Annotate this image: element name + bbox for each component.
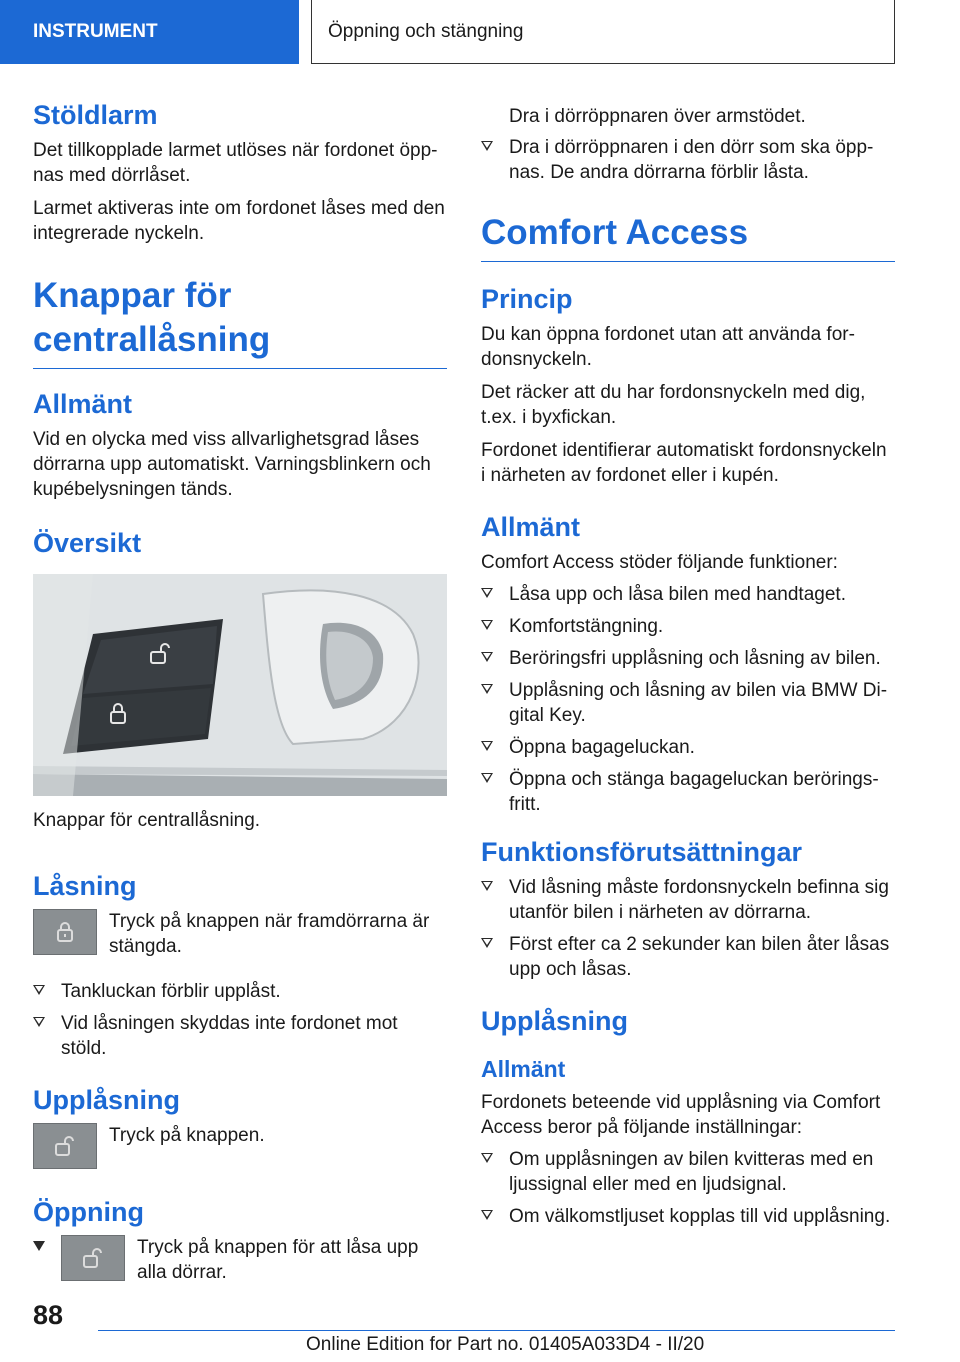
list-item: Dra i dörröppnaren i den dörr som ska öpp-nas. De andra dörrarna förblir låsta. [481, 135, 895, 185]
upp-allmant-paragraph: Fordonets beteende vid upplåsning via Comfort Access beror på följande inställningar: [481, 1092, 881, 1138]
lasning-heading: Låsning [33, 871, 137, 901]
allmant-paragraph: Comfort Access stöder följande funktioner: [481, 552, 838, 573]
knappar-heading: Knappar för centrallåsning [33, 274, 447, 369]
list-item: Vid låsningen skyddas inte fordonet mot stöld. [33, 1011, 447, 1061]
lasning-text: Tryck på knappen när framdörrarna är stängda. [109, 911, 430, 957]
list-item: Om upplåsningen av bilen kvitteras med en ljussignal eller med en ljudsignal. [481, 1147, 895, 1197]
bullet-triangle-icon [481, 652, 493, 662]
left-column [33, 92, 447, 1285]
upplasning-heading: Upplåsning [481, 1006, 628, 1036]
bullet-triangle-icon [481, 773, 493, 783]
oversikt-heading: Översikt [33, 528, 142, 558]
list-item: Vid låsning måste fordonsnyckeln befinna sig utanför bilen i närheten av dörrarna. [481, 875, 895, 925]
princip-heading: Princip [481, 284, 573, 314]
cont-bullets [481, 135, 895, 185]
right-column [481, 104, 895, 1236]
princip-paragraph-1: Du kan öppna fordonet utan att använda for-donsnyckeln. [481, 324, 855, 370]
upp-allmant-heading: Allmänt [481, 1056, 566, 1082]
list-item: Tankluckan förblir upplåst. [33, 979, 447, 1004]
door-panel-illustration [33, 574, 447, 796]
list-item: Öppna och stänga bagageluckan berörings-fritt. [481, 767, 895, 817]
stoldlarm-heading: Stöldlarm [33, 100, 158, 130]
bullet [33, 1235, 61, 1260]
upp-bullets [481, 1147, 895, 1229]
funktionsforutsattningar-heading: Funktionsförutsättningar [481, 837, 802, 867]
princip-paragraph-3: Fordonet identifierar automatiskt fordonsnyckeln i närheten av fordonet eller i kupén. [481, 440, 887, 486]
bullet-triangle-icon [481, 588, 493, 598]
bullet-triangle-icon [33, 985, 45, 995]
page-number: 88 [33, 1300, 64, 1330]
bullet-triangle-icon [481, 141, 493, 151]
bullet-triangle-icon [481, 938, 493, 948]
list-item: Låsa upp och låsa bilen med handtaget. [481, 582, 895, 607]
comfort-access-heading: Comfort Access [481, 211, 895, 262]
list-item: Komfortstängning. [481, 614, 895, 639]
chapter-label: Öppning och stängning [328, 20, 524, 42]
photo-caption: Knappar för centrallåsning. [33, 810, 261, 831]
upplasning-text: Tryck på knappen. [109, 1125, 265, 1146]
bullet-triangle-icon [33, 1017, 45, 1027]
allmant-paragraph: Vid en olycka med viss allvarlighetsgrad låses dörrarna upp automatiskt. Varningsblinkern och kupébelysningen tänds. [33, 429, 431, 500]
allmant-bullets [481, 582, 895, 817]
allmant-heading: Allmänt [481, 512, 581, 542]
list-item: Först efter ca 2 sekunder kan bilen åter låsas upp och låsas. [481, 932, 895, 982]
upplasning-heading: Upplåsning [33, 1085, 180, 1115]
section-label: INSTRUMENT [33, 21, 158, 42]
lock-button-icon [33, 909, 97, 955]
bullet-triangle-icon [481, 881, 493, 891]
oppning-row [33, 1235, 447, 1285]
unlock-button-icon [33, 1123, 97, 1169]
list-item: Upplåsning och låsning av bilen via BMW Di-gital Key. [481, 678, 895, 728]
lasning-row [33, 909, 447, 959]
door-buttons-photo [33, 574, 447, 796]
bullet-triangle-icon [481, 620, 493, 630]
stoldlarm-paragraph-2: Larmet aktiveras inte om fordonet låses med den integrerade nyckeln. [33, 198, 445, 244]
bullet-triangle-icon [481, 1210, 493, 1220]
bullet-triangle-icon [481, 684, 493, 694]
chapter-header [311, 0, 895, 64]
princip-paragraph-2: Det räcker att du har fordonsnyckeln med dig, t.ex. i byxfickan. [481, 382, 866, 428]
unlock-button-icon [61, 1235, 125, 1281]
lasning-bullets [33, 979, 447, 1061]
list-item: Öppna bagageluckan. [481, 735, 895, 760]
bullet-triangle-icon [33, 1241, 45, 1251]
bullet-triangle-icon [481, 741, 493, 751]
stoldlarm-paragraph-1: Det tillkopplade larmet utlöses när fordonet öpp-nas med dörrlåset. [33, 140, 438, 186]
section-tab [0, 0, 299, 64]
bullet-triangle-icon [481, 1153, 493, 1163]
list-item: Beröringsfri upplåsning och låsning av bilen. [481, 646, 895, 671]
continued-line: Dra i dörröppnaren över armstödet. [509, 106, 806, 127]
footer-rule [98, 1330, 895, 1331]
funk-bullets [481, 875, 895, 982]
allmant-heading: Allmänt [33, 389, 133, 419]
footer-edition: Online Edition for Part no. 01405A033D4 - II/20 [306, 1334, 705, 1355]
oppning-text: Tryck på knappen för att låsa upp alla dörrar. [137, 1237, 419, 1283]
list-item: Om välkomstljuset kopplas till vid upplåsning. [481, 1204, 895, 1229]
oppning-heading: Öppning [33, 1197, 144, 1227]
upplasning-row [33, 1123, 447, 1169]
